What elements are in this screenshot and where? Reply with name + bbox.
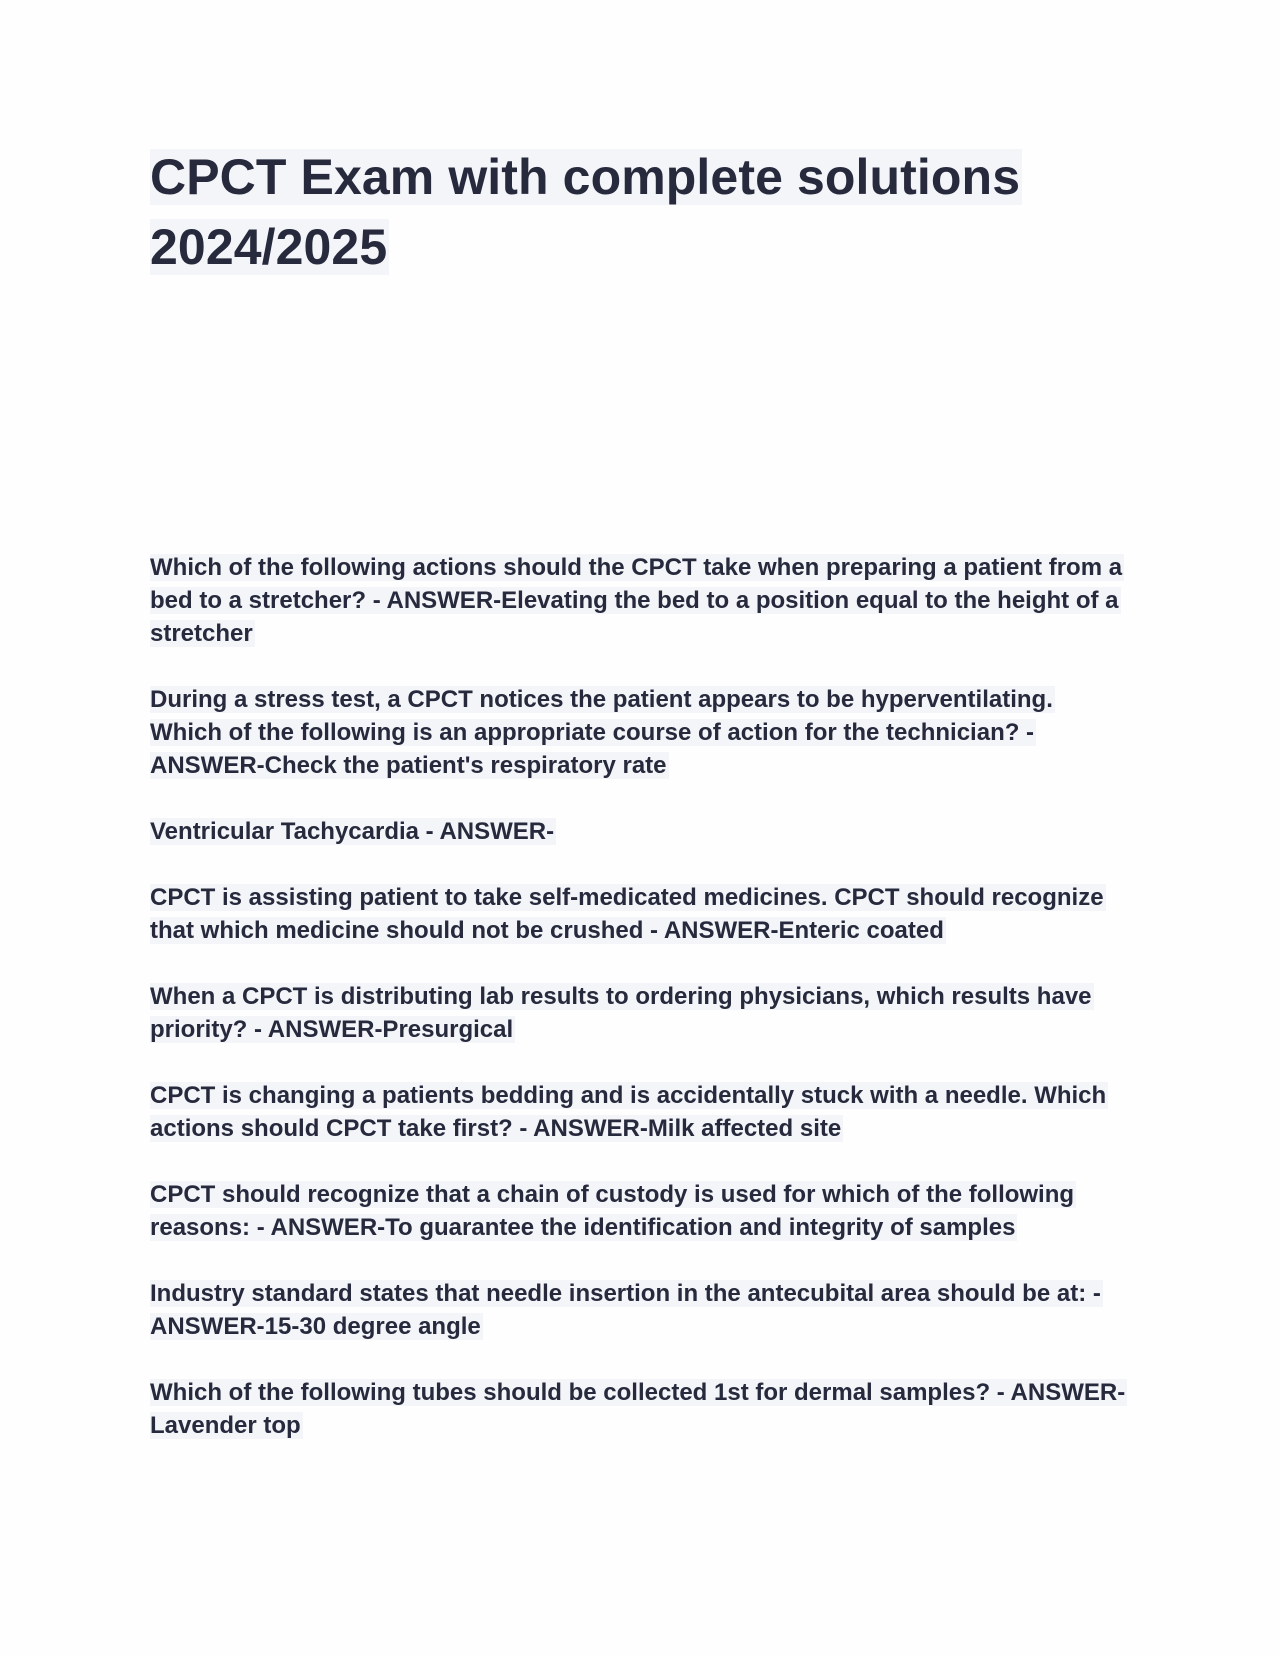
qa-list (150, 551, 1130, 1475)
qa-item-text: CPCT is changing a patients bedding and is accidentally stuck with a needle. Which actions should CPCT take first? - ANSWER-Milk affected site (150, 1082, 1107, 1142)
qa-item-text: Which of the following actions should the CPCT take when preparing a patient from a bed to a stretcher? - ANSWER-Elevating the bed to a position equal to the height of a stretcher (150, 554, 1123, 647)
document-title (150, 142, 1130, 282)
qa-item (150, 1079, 1130, 1145)
qa-item (150, 980, 1130, 1046)
qa-item-text: Ventricular Tachycardia - ANSWER- (150, 818, 555, 845)
qa-item-text: CPCT should recognize that a chain of custody is used for which of the following reasons: - ANSWER-To guarantee the identification and integrity of samples (150, 1181, 1075, 1241)
qa-item-text: CPCT is assisting patient to take self-medicated medicines. CPCT should recognize that which medicine should not be crushed - ANSWER-Enteric coated (150, 884, 1104, 944)
qa-item (150, 815, 1130, 848)
qa-item-text: Industry standard states that needle insertion in the antecubital area should be at: - ANSWER-15-30 degree angle (150, 1280, 1101, 1340)
qa-item (150, 683, 1130, 782)
qa-item (150, 1376, 1130, 1442)
qa-item-text: Which of the following tubes should be collected 1st for dermal samples? - ANSWER-Lavender top (150, 1379, 1126, 1439)
qa-item-text: During a stress test, a CPCT notices the patient appears to be hyperventilating. Which of the following is an appropriate course of action for the technician? - ANSWER-Check the patient's respiratory rate (150, 686, 1053, 779)
qa-item (150, 881, 1130, 947)
qa-item (150, 551, 1130, 650)
qa-item (150, 1277, 1130, 1343)
qa-item (150, 1178, 1130, 1244)
document-title-text: CPCT Exam with complete solutions 2024/2025 (150, 149, 1021, 275)
qa-item-text: When a CPCT is distributing lab results to ordering physicians, which results have priority? - ANSWER-Presurgical (150, 983, 1092, 1043)
